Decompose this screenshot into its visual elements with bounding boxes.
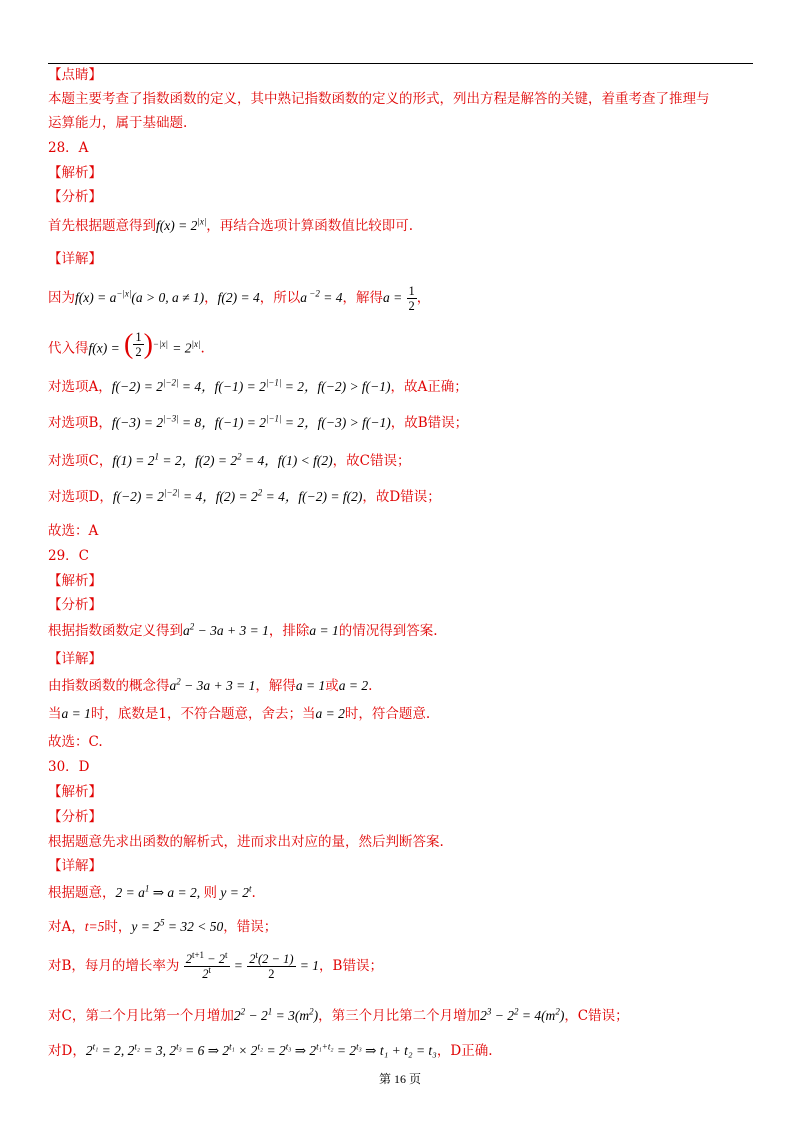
answer-line: 故选：A [48,523,99,539]
solution-line: 对D，$2^{t_1} = 2$, $2^{t_2} = 3$, $2^{t_3} = 6$ ⇒ $2^{t_1} \times 2^{t_2} = 2^{t_3}$ ⇒ $2^{t_1+t_2} = 2^{t_3}$ ⇒ t₁ + t₂ = t₃，D正确. [48,1041,493,1059]
solution-line: 代入得f(x) = ( $\frac{1}{2}$ ) $^{-|x|} = 2^{|x|}$. [48,328,205,360]
solution-line: 对C，第二个月比第一个月增加$2^2 - 2^1 = 3(m^2)$，第三个月比第二个月增加$2^3 - 2^2 = 4(m^2)$，C错误； [48,1006,629,1024]
heading-jiexi: 【解析】 [48,573,102,589]
heading-fenxi: 【分析】 [48,809,102,825]
option-c-line: 对选项C，$f(1) = 2^1 = 2$，$f(2) = 2^2 = 4$，f(1) < f(2)，故C错误； [48,451,411,469]
analysis-text: 根据题意先求出函数的解析式，进而求出对应的量，然后判断答案. [48,834,444,850]
option-b-line: 对选项B，$f(-3) = 2^{|-3|} = 8$，$f(-1) = 2^{|-1|} = 2$，f(−3) > f(−1)，故B错误； [48,413,469,431]
page-number: 第 16 页 [378,1072,421,1086]
fraction: $\frac{2^t(2 - 1)}{2}$ [249,949,294,981]
solution-line: 当a = 1时，底数是1，不符合题意，舍去；当a = 2时，符合题意. [48,706,431,722]
heading-xiangjie: 【详解】 [48,251,102,267]
fraction: $\frac{1}{2}$ [135,330,142,359]
solution-line: 因为$f(x) = a^{-|x|}(a > 0$, a ≠ 1)，f(2) = 4，所以a $^{-2}$ = 4，解得a = $\frac{1}{2}$ ， [48,284,431,313]
question-number-30: 30．D [48,759,90,775]
question-number-29: 29．C [48,548,90,564]
heading-xiangjie: 【详解】 [48,858,102,874]
analysis-text: 根据指数函数定义得到$a^2 - 3a + 3 = 1$，排除a = 1的情况得到答案. [48,621,438,639]
answer-line: 故选：C. [48,734,103,750]
solution-line: 根据题意，$2 = a^1$ ⇒ a = 2, 则 $y = 2^t$. [48,883,256,901]
fraction: $\frac{1}{2}$ [408,284,415,313]
question-number-28: 28．A [48,140,89,156]
header-rule [48,63,753,64]
heading-jiexi: 【解析】 [48,165,102,181]
solution-line: 对A，t=5时，$y = 2^5 = 32 < 50$，错误； [48,917,278,935]
heading-fenxi: 【分析】 [48,189,102,205]
analysis-text: 首先根据题意得到$f(x) = 2^{|x|}$，再结合选项计算函数值比较即可. [48,216,414,234]
heading-fenxi: 【分析】 [48,597,102,613]
paragraph: 运算能力，属于基础题. [48,115,188,131]
heading-jiexi: 【解析】 [48,784,102,800]
option-a-line: 对选项A，$f(-2) = 2^{|-2|} = 4$，$f(-1) = 2^{|-1|} = 2$，f(−2) > f(−1)，故A正确； [48,377,468,395]
heading-xiangjie: 【详解】 [48,651,102,667]
solution-line: 由指数函数的概念得$a^2 - 3a + 3 = 1$，解得a = 1或a = 2. [48,676,373,694]
heading-dianjing: 【点睛】 [48,67,102,83]
fraction: $\frac{2^{t+1} - 2^t}{2^t}$ [185,949,228,981]
solution-line: 对B，每月的增长率为 $\frac{2^{t+1} - 2^t}{2^t}$ = $\frac{2^t(2 - 1)}{2}$ = 1，B错误； [48,949,383,981]
paragraph: 本题主要考查了指数函数的定义，其中熟记指数函数的定义的形式，列出方程是解答的关键，着重考查了推理与 [48,91,710,107]
option-d-line: 对选项D，$f(-2) = 2^{|-2|} = 4$，$f(2) = 2^2 = 4$，f(−2) = f(2)，故D错误； [48,487,441,505]
